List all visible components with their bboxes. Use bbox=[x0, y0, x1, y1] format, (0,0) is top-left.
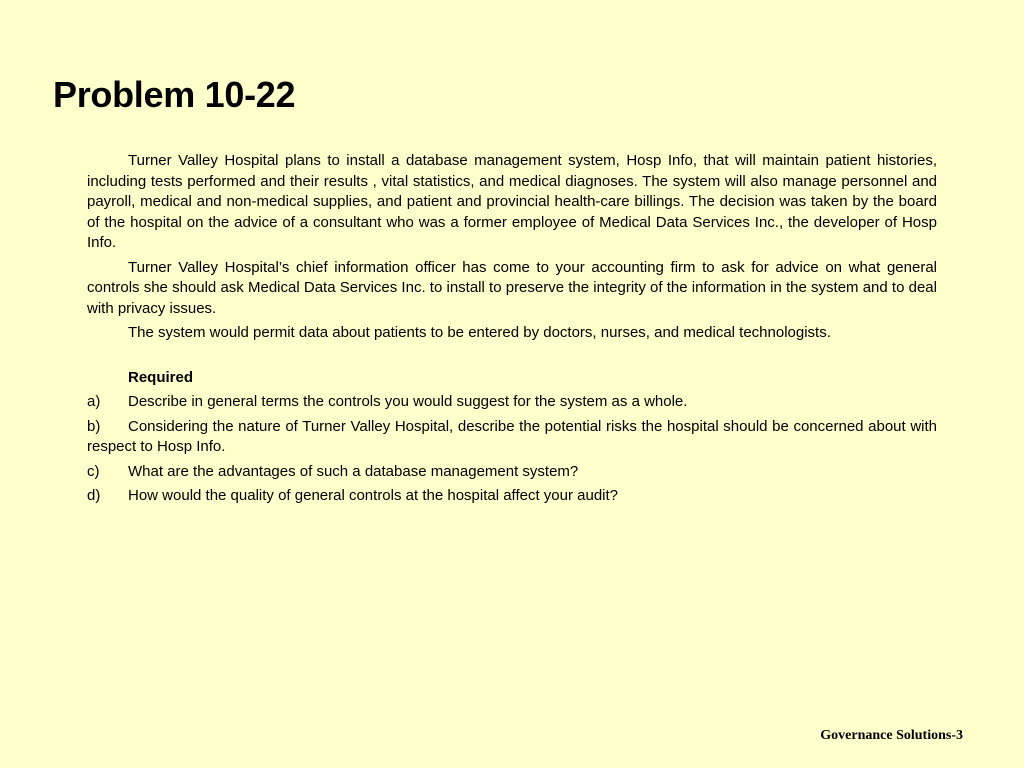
paragraph-intro: Turner Valley Hospital plans to install a database management system, Hosp Info, that will maintain patient histories, including tests performed and their results , vital statistics, and medical diagnoses. The system will also manage personnel and payroll, medical and non-medical supplies, and patient and provincial health-care billings. The decision was taken by the board of the hospital on the advice of a consultant who was a former employee of Medical Data Services Inc., the developer of Hosp Info. bbox=[87, 152, 937, 251]
item-letter: d) bbox=[87, 487, 101, 504]
item-letter: c) bbox=[87, 462, 100, 480]
slide-title: Problem 10-22 bbox=[53, 74, 296, 115]
required-item-c bbox=[87, 462, 937, 483]
required-item-a bbox=[87, 392, 937, 413]
item-letter: a) bbox=[87, 393, 101, 410]
paragraph-cio-request: Turner Valley Hospital’s chief information officer has come to your accounting firm to ask for advice on what general controls she should ask Medical Data Services Inc. to install to preserve the integrity of the information in the system and to deal with privacy issues. bbox=[87, 258, 937, 317]
item-letter: b) bbox=[87, 417, 101, 435]
required-item-b bbox=[87, 417, 937, 458]
required-item-d bbox=[87, 486, 937, 507]
item-text: Considering the nature of Turner Valley Hospital, describe the potential risks the hospital should be concerned about with respect to Hosp Info. bbox=[87, 417, 937, 455]
item-text: How would the quality of general controls at the hospital affect your audit? bbox=[128, 487, 619, 504]
item-text: Describe in general terms the controls you would suggest for the system as a whole. bbox=[128, 393, 688, 410]
slide-body bbox=[87, 151, 937, 511]
item-text: What are the advantages of such a database management system? bbox=[128, 462, 579, 480]
required-heading: Required bbox=[128, 368, 194, 386]
slide-footer: Governance Solutions-3 bbox=[820, 728, 963, 743]
paragraph-data-entry: The system would permit data about patients to be entered by doctors, nurses, and medical technologists. bbox=[128, 324, 831, 341]
